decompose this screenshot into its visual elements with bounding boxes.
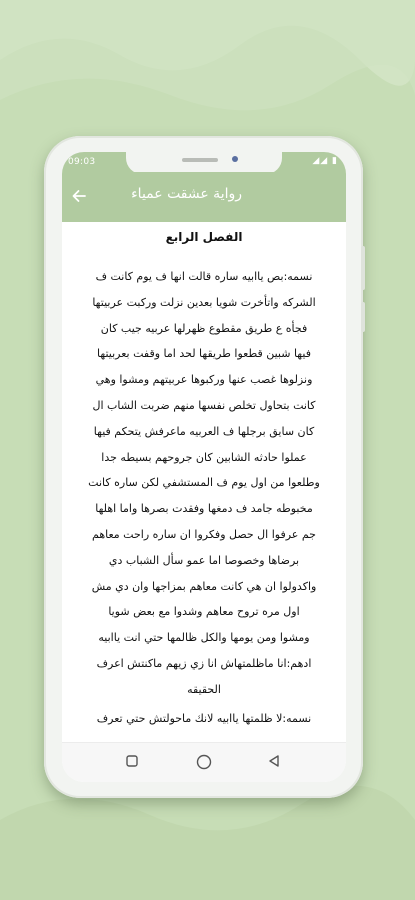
body-line: برضاها وخصوصا اما عمو سأل الشباب دي <box>108 553 300 567</box>
body-line: فيها شبين قطعوا طريقها لحد اما وقفت بعربيتها <box>97 347 311 361</box>
body-line: جم عرفوا ال حصل وفكروا ان ساره راحت معاهم <box>92 527 316 541</box>
phone-screen <box>62 152 346 782</box>
body-line: واكدولوا ان هي كانت معاهم بمزاجها وان دي مش <box>91 579 317 593</box>
status-icons: ◢◢ ▮ <box>312 156 338 166</box>
body-line: ونزلوها غصب عنها وركبوها عربيتهم ومشوا وهي <box>95 373 313 387</box>
status-time: 09:03 <box>68 157 96 167</box>
front-camera <box>232 156 238 162</box>
body-line: كانت بتحاول تخلص نفسها منهم ضربت الشاب ال <box>92 398 316 412</box>
phone-side-button <box>361 302 365 332</box>
body-line: ادهم:انا ماظلمتهاش انا زي زيهم ماكنتش اعرف <box>96 656 312 670</box>
phone-notch <box>126 152 282 174</box>
system-nav-bar <box>62 742 346 782</box>
circle-home-icon[interactable] <box>195 753 213 775</box>
square-recents-icon[interactable] <box>124 753 140 773</box>
triangle-back-icon[interactable] <box>266 753 282 773</box>
app-bar <box>62 172 346 222</box>
body-line: مخبوطه جامد ف دمغها وفقدت بصرها واما اهلها <box>95 502 313 516</box>
body-line: الحقيقه <box>187 682 221 696</box>
body-line: الشركه واتأخرت شويا بعدين نزلت وركبت عربيتها <box>92 295 316 309</box>
body-line: اول مره تروح معاهم وشدوا مع بعض شويا <box>108 605 300 619</box>
chapter-content[interactable] <box>62 222 346 742</box>
phone-side-button <box>361 246 365 290</box>
body-line: نسمه:بص ياابيه ساره قالت انها ف يوم كانت ف <box>95 270 313 283</box>
speaker-grille <box>182 158 218 162</box>
body-line: وطلعوا من اول يوم ف المستشفي لكن ساره كانت <box>88 476 320 490</box>
body-line: فجأه ع طريق مقطوع ظهرلها عربيه جيب كان <box>100 321 308 335</box>
chapter-title: الفصل الرابع <box>165 230 243 244</box>
app-title: رواية عشقت عمياء <box>131 186 242 202</box>
body-line: كان سايق برجلها ف العربيه ماعرفش يتحكم فيها <box>93 424 315 438</box>
chapter-body <box>68 264 340 703</box>
body-line: عملوا حادثه الشابين كان جروحهم بسيطه جدا <box>101 450 307 464</box>
body-line: ومشوا ومن يومها والكل ظالمها حتي انت ياابيه <box>98 631 310 645</box>
next-paragraph: نسمه:لا ظلمتها ياابيه لانك ماحولتش حتي تعرف <box>96 712 312 725</box>
arrow-left-icon[interactable] <box>70 187 88 209</box>
